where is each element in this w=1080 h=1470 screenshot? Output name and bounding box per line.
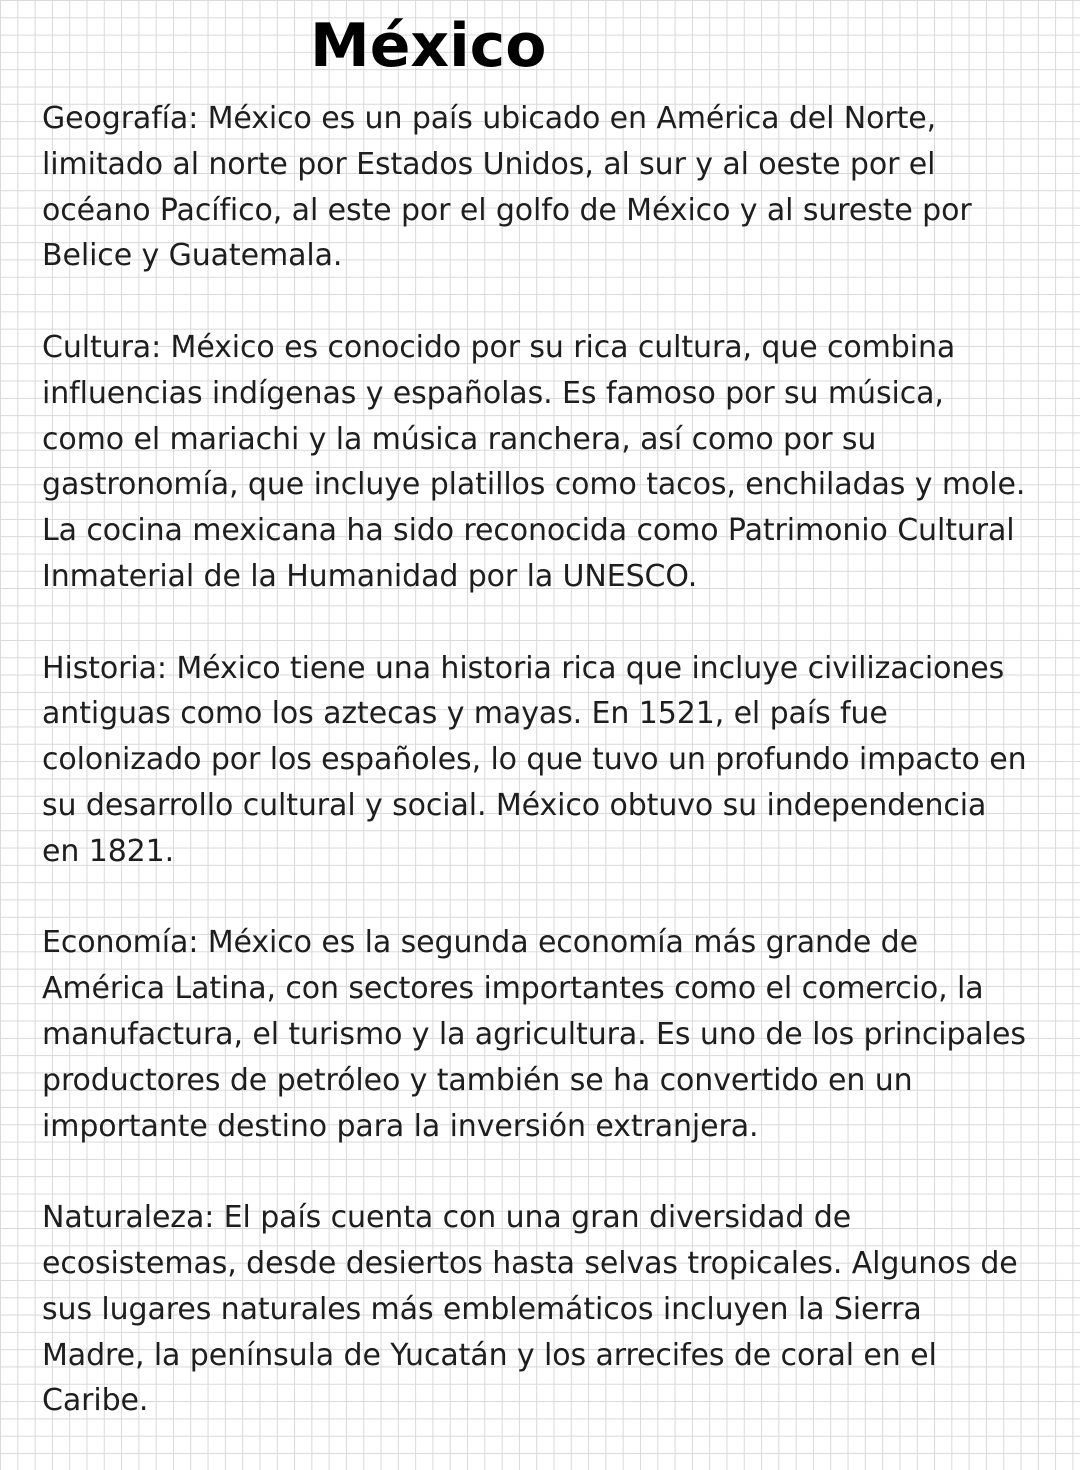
paragraph-geografia: Geografía: México es un país ubicado en América del Norte, limitado al norte por Estados Unidos, al sur y al oeste por el océano Pacífico, al este por el golfo de México y al sureste por Belice y Guatemala. xyxy=(42,101,972,274)
paragraph-economia: Economía: México es la segunda economía más grande de América Latina, con sectores importantes como el comercio, la manufactura, el turismo y la agricultura. Es uno de los principales productores de petróleo y también se ha convertido en un importante destino para la inversión extranjera. xyxy=(42,925,1026,1144)
paragraph-cultura: Cultura: México es conocido por su rica cultura, que combina influencias indígenas y españolas. Es famoso por su música, como el mariachi y la música ranchera, así como por su gastronomía, que incluye platillos como tacos, enchiladas y mole. La cocina mexicana ha sido reconocida como Patrimonio Cultural Inmaterial de la Humanidad por la UNESCO. xyxy=(42,329,1026,594)
paragraph-naturaleza: Naturaleza: El país cuenta con una gran diversidad de ecosistemas, desde desiertos hasta selvas tropicales. Algunos de sus lugares naturales más emblemáticos incluyen la Sierra Madre, la península de Yucatán y los arrecifes de coral en el Caribe. xyxy=(42,1200,1018,1419)
document-body xyxy=(42,96,1032,1470)
page-title: México xyxy=(310,11,547,81)
paragraph-historia: Historia: México tiene una historia rica que incluye civilizaciones antiguas como los aztecas y mayas. En 1521, el país fue colonizado por los españoles, lo que tuvo un profundo impacto en su desarrollo cultural y social. México obtuvo su independencia en 1821. xyxy=(42,650,1027,869)
